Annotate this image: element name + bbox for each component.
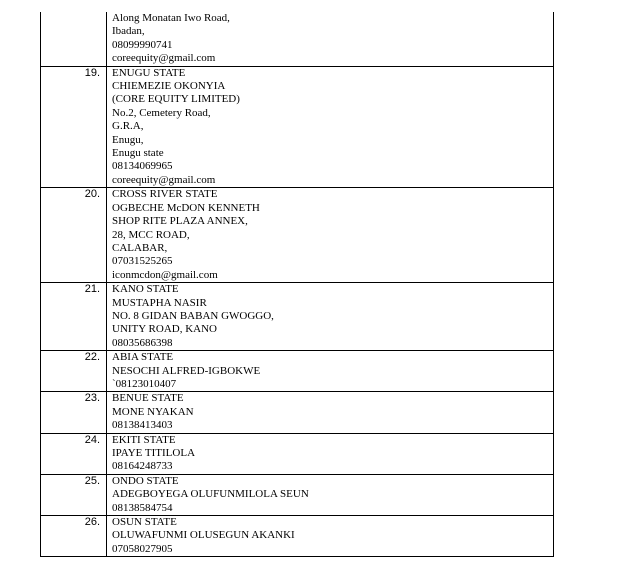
contact-detail-line: UNITY ROAD, KANO: [112, 323, 217, 336]
contact-detail-line: Enugu state: [112, 147, 164, 160]
contact-detail-line: 08164248733: [112, 460, 173, 473]
contact-detail-line: G.R.A,: [112, 120, 144, 133]
contact-detail-line: 08138413403: [112, 419, 173, 432]
contact-detail-line: SHOP RITE PLAZA ANNEX,: [112, 215, 248, 228]
contact-detail-line: OSUN STATE: [112, 516, 177, 529]
row-contact-details: [107, 474, 554, 515]
row-number: 26.: [41, 516, 107, 557]
contact-detail-line: Along Monatan Iwo Road,: [112, 12, 230, 24]
row-contact-details: [107, 516, 554, 557]
contact-detail-line: coreequity@gmail.com: [112, 173, 216, 186]
row-number: 21.: [41, 283, 107, 351]
contact-detail-line: NO. 8 GIDAN BABAN GWOGGO,: [112, 309, 274, 322]
contact-detail-line: CALABAR,: [112, 241, 168, 254]
contact-detail-line: 08099990741: [112, 38, 173, 51]
row-number: 19.: [41, 66, 107, 188]
row-number: 20.: [41, 188, 107, 283]
contact-detail-line: 08138584754: [112, 501, 173, 514]
contact-detail-line: ONDO STATE: [112, 474, 179, 487]
table-row: [41, 433, 554, 474]
table-row: [41, 392, 554, 433]
row-number: 25.: [41, 474, 107, 515]
contact-detail-line: OLUWAFUNMI OLUSEGUN AKANKI: [112, 529, 295, 542]
row-contact-details: [107, 392, 554, 433]
table-row: [41, 516, 554, 557]
contact-detail-line: CHIEMEZIE OKONYIA: [112, 80, 226, 93]
table-row: [41, 351, 554, 392]
row-contact-details: [107, 351, 554, 392]
contact-detail-line: OGBECHE McDON KENNETH: [112, 201, 260, 214]
row-contact-details: [107, 433, 554, 474]
contact-detail-line: ENUGU STATE: [112, 66, 186, 79]
row-number: 22.: [41, 351, 107, 392]
contacts-table: [40, 12, 554, 557]
contact-detail-line: 07031525265: [112, 255, 173, 268]
table-row: [41, 283, 554, 351]
contact-detail-line: ABIA STATE: [112, 351, 174, 364]
row-contact-details: [107, 66, 554, 188]
row-contact-details: [107, 283, 554, 351]
contact-detail-line: 28, MCC ROAD,: [112, 228, 190, 241]
contact-detail-line: BENUE STATE: [112, 392, 184, 405]
contact-detail-line: coreequity@gmail.com: [112, 52, 216, 65]
contact-detail-line: IPAYE TITILOLA: [112, 447, 196, 459]
contact-detail-line: EKITI STATE: [112, 433, 176, 446]
contacts-table-body: [41, 12, 554, 557]
contact-detail-line: (CORE EQUITY LIMITED): [112, 93, 240, 106]
contact-detail-line: Enugu,: [112, 133, 144, 146]
row-contact-details: [107, 12, 554, 66]
row-number: 23.: [41, 392, 107, 433]
contact-detail-line: ADEGBOYEGA OLUFUNMILOLA SEUN: [112, 488, 309, 501]
contact-detail-line: Ibadan,: [112, 25, 145, 38]
contact-detail-line: KANO STATE: [112, 283, 179, 296]
contact-detail-line: 08134069965: [112, 160, 173, 173]
contact-detail-line: iconmcdon@gmail.com: [112, 268, 218, 281]
contact-detail-line: `08123010407: [112, 377, 177, 390]
table-row: [41, 12, 554, 66]
contact-detail-line: MUSTAPHA NASIR: [112, 296, 207, 309]
contact-detail-line: MONE NYAKAN: [112, 405, 194, 418]
row-number: [41, 12, 107, 66]
contact-detail-line: No.2, Cemetery Road,: [112, 106, 211, 119]
contact-detail-line: CROSS RIVER STATE: [112, 188, 218, 201]
row-contact-details: [107, 188, 554, 283]
contact-detail-line: 08035686398: [112, 336, 173, 349]
table-row: [41, 66, 554, 188]
row-number: 24.: [41, 433, 107, 474]
table-row: [41, 474, 554, 515]
contact-detail-line: 07058027905: [112, 542, 173, 555]
contact-detail-line: NESOCHI ALFRED-IGBOKWE: [112, 364, 261, 377]
table-row: [41, 188, 554, 283]
